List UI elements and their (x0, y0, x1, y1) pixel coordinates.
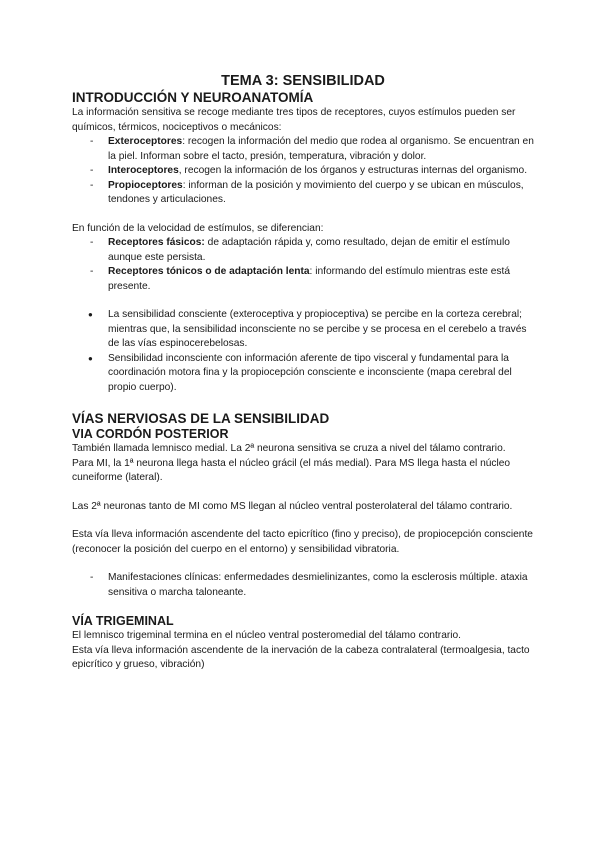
list-item: - Manifestaciones clínicas: enfermedades desmielinizantes, como la esclerosis múltiple. ataxia sensitiva o marcha taloneante. (72, 571, 534, 600)
trigeminal-paragraph-2: Esta vía lleva información ascendente de la inervación de la cabeza contralateral (termoalgesia, tacto epicrítico y grueso, vibración) (72, 644, 530, 670)
speed-list (72, 236, 534, 294)
posterior-paragraph-4: Esta vía lleva información ascendente del tacto epicrítico (fino y preciso), de propiocepción consciente (reconocer la posición del cuerpo en el entorno) y sensibilidad vibratoria. (72, 529, 533, 555)
posterior-paragraph-3: Las 2ª neuronas tanto de MI como MS llegan al núcleo ventral posterolateral del tálamo contrario. (72, 500, 513, 512)
document-page (72, 72, 534, 673)
list-item: - Receptores fásicos: de adaptación rápida y, como resultado, dejan de emitir el estímulo aunque este persista. (72, 236, 534, 265)
bullet-item: ● La sensibilidad consciente (exteroceptiva y propioceptiva) se percibe en la corteza cerebral; mientras que, la sensibilidad inconsciente no se percibe y se procesa en el cerebelo a través de las vías espinocerebelosas. (72, 308, 534, 352)
trigeminal-paragraph-1: El lemnisco trigeminal termina en el núcleo ventral posteromedial del tálamo contrario. (72, 630, 462, 641)
section-heading-intro: INTRODUCCIÓN Y NEUROANATOMÍA (72, 90, 314, 105)
bullet-item: ● Sensibilidad inconsciente con información aferente de tipo visceral y fundamental para la coordinación motora fina y la propiocepción consciente e inconsciente (mapa cerebral del propio cuerpo). (72, 352, 534, 396)
list-item: - Exteroceptores: recogen la información del medio que rodea al organismo. Se encuentran en la piel. Informan sobre el tacto, presión, temperatura, vibración y dolor. (72, 135, 534, 164)
intro-paragraph: La información sensitiva se recoge mediante tres tipos de receptores, cuyos estímulos pueden ser químicos, térmicos, nociceptivos o mecánicos: (72, 107, 516, 133)
clinical-list (72, 571, 534, 600)
posterior-paragraph-2: Para MI, la 1ª neurona llega hasta el núcleo grácil (el más medial). Para MS llega hasta el núcleo cuneiforme (lateral). (72, 457, 511, 483)
list-item: - Interoceptores, recogen la información de los órganos y estructuras internas del organismo. (72, 164, 534, 179)
section-heading-pathways: VÍAS NERVIOSAS DE LA SENSIBILIDAD (72, 411, 330, 426)
speed-paragraph: En función de la velocidad de estímulos, se diferencian: (72, 222, 324, 234)
document-title: TEMA 3: SENSIBILIDAD (221, 73, 385, 89)
list-item: - Receptores tónicos o de adaptación lenta: informando del estímulo mientras este está presente. (72, 265, 534, 294)
subsection-heading-posterior: VIA CORDÓN POSTERIOR (72, 427, 229, 441)
subsection-heading-trigeminal: VÍA TRIGEMINAL (72, 614, 174, 628)
receptor-list (72, 135, 534, 208)
bullet-list (72, 308, 534, 395)
posterior-paragraph-1: También llamada lemnisco medial. La 2ª neurona sensitiva se cruza a nivel del tálamo contrario. (72, 443, 506, 454)
list-item: - Propioceptores: informan de la posición y movimiento del cuerpo y se ubican en músculos, tendones y articulaciones. (72, 179, 534, 208)
